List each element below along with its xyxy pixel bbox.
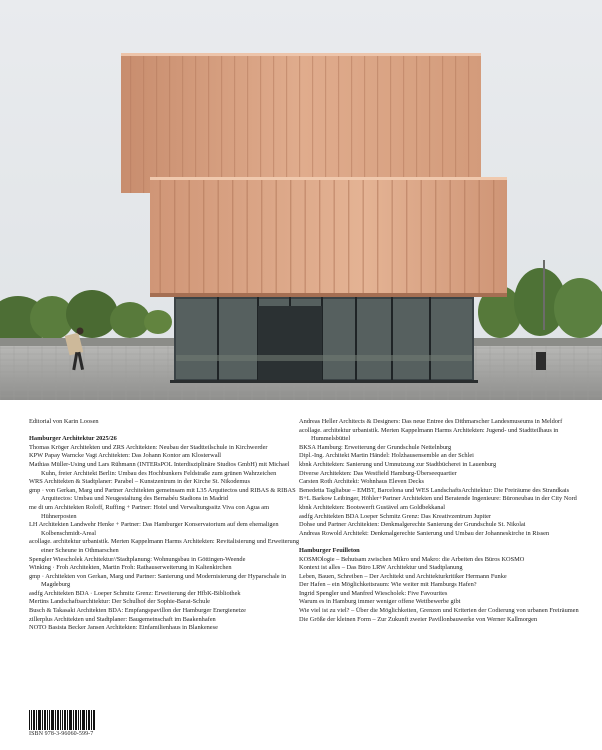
section-spacer [299,538,589,547]
toc-entry: Warum es in Hamburg immer weniger offene Wettbewerbe gibt [299,598,461,606]
toc-entry: Spengler Wiescholek Architektur//Stadtplanung: Wohnungsbau in Göttingen-Weende [29,555,246,563]
toc-left-column [29,418,301,633]
toc-entry: kbnk Architekten: Bootswerft Gustävel am Goldbekkanal [299,503,446,511]
toc-entry: BKSA Hamburg: Erweiterung der Grundschule Nettelnburg [299,443,452,451]
toc-list-architecture-continued [299,418,589,538]
toc-entry: Thomas Kröger Architekten und ZRS Architekten: Neubau der Stadtteilschule in Kirchwerder [29,443,268,451]
toc-list-feuilleton [299,556,589,625]
toc-entry: Der Hafen – ein Möglichkeitsraum: Wie weiter mit Hamburgs Hafen? [299,581,477,589]
toc-entry: gmp · von Gerkan, Marg und Partner Architekten gemeinsam mit L35 Arquitectos und RIBAS & RIBAS Arquitectos: Umbau und Neugestaltung des Bernabéu Stadions in Madrid [29,486,296,503]
toc-entry: Dohse und Partner Architekten: Denkmalgerechte Sanierung der Grundschule St. Nikolai [299,521,526,529]
editorial-line: Editorial von Karin Loosen [29,418,99,425]
toc-entry: Leben, Bauen, Schreiben – Der Architekt und Architekturkritiker Hermann Funke [299,572,507,580]
toc-entry: LH Architekten Landwehr Henke + Partner: Das Hamburger Konservatorium auf dem ehemaligen Kolbenschmidt-Areal [29,521,279,537]
toc-entry: asdfg Architekten BDA Loeper Schmitz Grenz: Das Kreativzentrum Jupiter [299,512,492,520]
toc-entry: Benedetta Tagliabue – EMBT, Barcelona und WES LandschaftsArchitektur: Die Freiräume des Strandkais [299,486,570,494]
toc-entry: Diverse Architekten: Das Westfield Hamburg-Überseequartier [299,469,457,477]
toc-entry: asdfg Architekten BDA · Loeper Schmitz Grenz: Erweiterung der HfbK-Bibliothek [29,589,241,597]
toc-entry: acollage. architektur urbanistik. Merten Kappelmann Harms Architekten: Jugend- und Stadtteilhaus in Hummelsbüttel [299,426,559,443]
barcode-icon [29,710,95,730]
toc-entry: Dipl.-Ing. Architekt Martin Händel: Holzhausensemble an der Schlei [299,452,474,460]
toc-entry: me di um Architekten Roloff, Ruffing + Partner: Hotel und Verwaltungssitz Viva con Agua am Hühnerposten [29,503,270,520]
section-title-architecture: Hamburger Architektur 2025/26 [29,435,117,443]
toc-list-architecture [29,444,301,633]
toc-entry: B+L Barkow Leibinger, Höhler+Partner Architekten und Beratende Ingenieure: Büroneubau in der City Nord [299,495,577,503]
toc-right-column [299,418,589,624]
toc-entry: Winking · Froh Architekten, Martin Froh: Rathauserweiterung in Kaltenkirchen [29,564,232,572]
toc-entry: Mathias Müller-Using und Lars Rühmann (INTERsPOL Interdisziplinäre Studios GmbH) mit Michael Kuhn, freier Architekt Berlin: Umbau des Hochbunkers Feldstraße zum grünen Wahrzeichen [29,460,290,477]
toc-entry: acollage. architektur urbanistik. Merten Kappelmann Harms Architekten: Revitalisierung und Erweiterung einer Scheune in Othmarschen [29,538,300,554]
toc-entry: Die Größe der kleinen Form – Zur Zukunft zweier Pavillonbauwerke von Werner Kallmorgen [299,615,538,623]
section-title-feuilleton: Hamburger Feuilleton [299,546,360,554]
toc-entry: Mertins Landschaftsarchitektur: Der Schulhof der Sophie-Barat-Schule [29,598,210,606]
toc-entry: Andreas Heller Architects & Designers: Das neue Entree des Dithmarscher Landesmuseums in Meldorf [299,418,563,425]
toc-entry: Kontext ist alles – Das Büro LRW Architektur und Stadtplanung [299,564,463,572]
toc-entry: Ingrid Spengler und Manfred Wiescholek: Five Favourites [299,589,448,597]
toc-entry: Carsten Roth Architekt: Wohnhaus Eleven Decks [299,478,424,486]
toc-entry: Wie viel ist zu viel? – Über die Möglichkeiten, Grenzen und Kriterien der Codierung von urbanen Freiräumen [299,607,579,615]
toc-entry: Andreas Rowold Architekt: Denkmalgerechte Sanierung und Umbau der Johanneskirche in Rissen [299,529,550,537]
toc-entry: WRS Architekten & Stadtplaner: Parabel – Kunstzentrum in der Kirche St. Nikodemus [29,478,250,486]
toc-entry: Busch & Takasaki Architekten BDA: Empfangspavillon der Hamburger Energienetze [29,607,246,615]
toc-entry: KOSMOlogie – Behutsam zwischen Mikro und Makro: die Arbeiten des Büros KOSMO [299,555,525,563]
toc-entry: KPW Papay Warncke Vagt Architekten: Das Johann Kontor am Klosterwall [29,452,222,460]
toc-entry: zillerplus Architekten und Stadtplaner: Baugemeinschaft im Baakenhafen [29,615,216,623]
toc-entry: NOTO Basista Becker Jansen Architekten: Einfamilienhaus in Blankenese [29,624,218,632]
toc-entry: kbnk Architekten: Sanierung und Umnutzung zur Stadtbücherei in Lauenburg [299,460,497,468]
toc-entry: gmp · Architekten von Gerkan, Marg und Partner: Sanierung und Modernisierung der Hyparschale in Magdeburg [29,572,287,589]
isbn-number: ISBN 978-3-96060-599-7 [29,731,94,737]
